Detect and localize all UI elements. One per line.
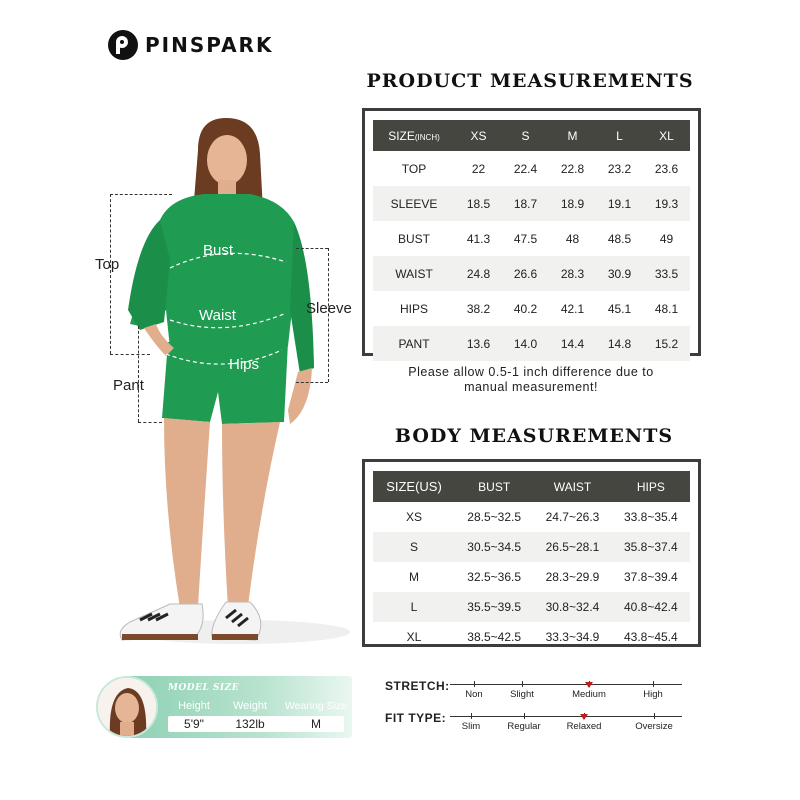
cell: 43.8~45.4 (623, 630, 678, 644)
fit-option-relaxed: Relaxed (566, 721, 602, 732)
label-sleeve: Sleeve (306, 300, 352, 317)
stretch-tick (522, 681, 523, 687)
size-col-m: M (549, 120, 596, 151)
cell: 22 (471, 161, 486, 176)
pant-guide-bottom (138, 422, 162, 423)
cell: 22.8 (560, 161, 585, 176)
cell: 30.5~34.5 (455, 532, 533, 562)
cell: 26.5~28.1 (533, 532, 611, 562)
row-label: PANT (373, 326, 455, 361)
table-header-row (373, 471, 690, 502)
cell: 38.2 (466, 301, 491, 316)
wearing-size-header: Wearing Size (284, 700, 348, 712)
model-avatar (96, 676, 158, 738)
cell: 48.1 (654, 301, 679, 316)
cell: 40.2 (513, 301, 538, 316)
cell: 33.3~34.9 (545, 630, 600, 644)
cell: 38.5~42.5 (467, 630, 522, 644)
stretch-scale-line (450, 684, 682, 685)
sleeve-guide-top (296, 248, 328, 249)
row-label: BUST (397, 231, 430, 246)
fit-type-label: FIT TYPE: (385, 711, 447, 725)
cell: 41.3 (466, 231, 491, 246)
cell: 47.5 (513, 231, 538, 246)
cell: XS (405, 510, 422, 524)
col-waist: WAIST (533, 471, 611, 502)
model-size-card (96, 676, 352, 738)
fit-option-slim: Slim (461, 721, 481, 732)
cell: 22.4 (513, 161, 538, 176)
label-pant: Pant (113, 377, 144, 394)
cell: 26.6 (502, 256, 549, 291)
table-row (373, 532, 690, 562)
cell: 14.8 (596, 326, 643, 361)
body-measurements-title: BODY MEASUREMENTS (394, 425, 674, 447)
cell: 30.8~32.4 (533, 592, 611, 622)
cell: 28.5~32.5 (467, 510, 522, 524)
cell: 33.5 (643, 256, 690, 291)
row-label: WAIST (373, 256, 455, 291)
measurement-note: Please allow 0.5-1 inch difference due to manual measurement! (408, 365, 654, 394)
fit-type-tick (471, 713, 472, 719)
table-row (373, 186, 690, 221)
cell: 35.8~37.4 (612, 532, 690, 562)
brand-logo (108, 30, 273, 60)
cell: S (373, 532, 455, 562)
label-top: Top (95, 256, 120, 273)
body-measurements-table (362, 459, 701, 647)
size-col-xs: XS (455, 120, 502, 151)
size-col-xl: XL (643, 120, 690, 151)
cell: 45.1 (607, 301, 632, 316)
pinspark-logo-icon (108, 30, 138, 60)
cell: M (409, 570, 419, 584)
label-waist: Waist (199, 307, 236, 324)
cell: 35.5~39.5 (455, 592, 533, 622)
fit-type-scale-line (450, 716, 682, 717)
cell: 49 (659, 231, 674, 246)
cell: 23.2 (607, 161, 632, 176)
stretch-selected-marker (585, 682, 593, 688)
cell: 18.5 (455, 186, 502, 221)
row-label: HIPS (399, 301, 428, 316)
size-col-l: L (596, 120, 643, 151)
table-row (373, 151, 690, 186)
col-size-us: SIZE(US) (373, 471, 455, 502)
model-avatar-illustration (98, 678, 156, 736)
fit-type-selected-marker (580, 714, 588, 720)
row-label: TOP (401, 161, 427, 176)
cell: 42.1 (560, 301, 585, 316)
weight-header: Weight (232, 700, 268, 712)
cell: 24.8 (455, 256, 502, 291)
height-value: 5'9" (184, 717, 204, 731)
cell: 18.9 (549, 186, 596, 221)
cell: 14.4 (549, 326, 596, 361)
cell: L (373, 592, 455, 622)
table-row (373, 326, 690, 361)
cell: 30.9 (596, 256, 643, 291)
cell: 23.6 (654, 161, 679, 176)
cell: 28.3 (549, 256, 596, 291)
table-row (373, 291, 690, 326)
cell: 24.7~26.3 (545, 510, 600, 524)
cell: 28.3~29.9 (545, 570, 600, 584)
col-hips: HIPS (612, 471, 690, 502)
stretch-option-non: Non (465, 689, 483, 700)
product-measurements-title: PRODUCT MEASUREMENTS (366, 70, 694, 92)
table-row (373, 256, 690, 291)
fit-option-regular: Regular (507, 721, 541, 732)
cell: XL (406, 630, 422, 644)
table-row (373, 592, 690, 622)
cell: 48 (565, 231, 580, 246)
cell: 37.8~39.4 (623, 570, 678, 584)
stretch-option-slight: Slight (510, 689, 534, 700)
cell: 19.1 (596, 186, 643, 221)
row-label: SLEEVE (373, 186, 455, 221)
product-measurements-table (362, 108, 701, 356)
table-row (373, 622, 690, 652)
label-hips: Hips (229, 356, 260, 373)
cell: 13.6 (455, 326, 502, 361)
fit-type-tick (524, 713, 525, 719)
height-header: Height (178, 700, 210, 712)
cell: 14.0 (502, 326, 549, 361)
cell: 40.8~42.4 (612, 592, 690, 622)
size-header: SIZE(INCH) (373, 120, 455, 151)
top-guide-line (110, 194, 111, 354)
cell: 33.8~35.4 (623, 510, 678, 524)
table-row (373, 221, 690, 256)
cell: 18.7 (502, 186, 549, 221)
stretch-label: STRETCH: (385, 679, 450, 693)
fit-type-tick (654, 713, 655, 719)
size-col-s: S (502, 120, 549, 151)
fit-option-oversize: Oversize (635, 721, 673, 732)
wearing-size-value: M (311, 717, 321, 731)
table-row (373, 562, 690, 592)
pant-guide-line (138, 326, 139, 422)
sleeve-guide-bottom (296, 382, 328, 383)
cell: 19.3 (643, 186, 690, 221)
cell: 15.2 (643, 326, 690, 361)
cell: 32.5~36.5 (467, 570, 522, 584)
col-bust: BUST (455, 471, 533, 502)
table-row (373, 502, 690, 532)
top-guide-bottom (110, 354, 150, 355)
stretch-tick (653, 681, 654, 687)
top-guide-top (110, 194, 172, 195)
stretch-option-medium: Medium (572, 689, 606, 700)
stretch-option-high: High (643, 689, 663, 700)
label-bust: Bust (203, 242, 234, 259)
cell: 48.5 (607, 231, 632, 246)
model-size-title: MODEL SIZE (168, 683, 240, 693)
brand-name: PINSPARK (145, 33, 274, 57)
stretch-tick (474, 681, 475, 687)
weight-value: 132lb (235, 717, 265, 731)
table-header-row (373, 120, 690, 151)
